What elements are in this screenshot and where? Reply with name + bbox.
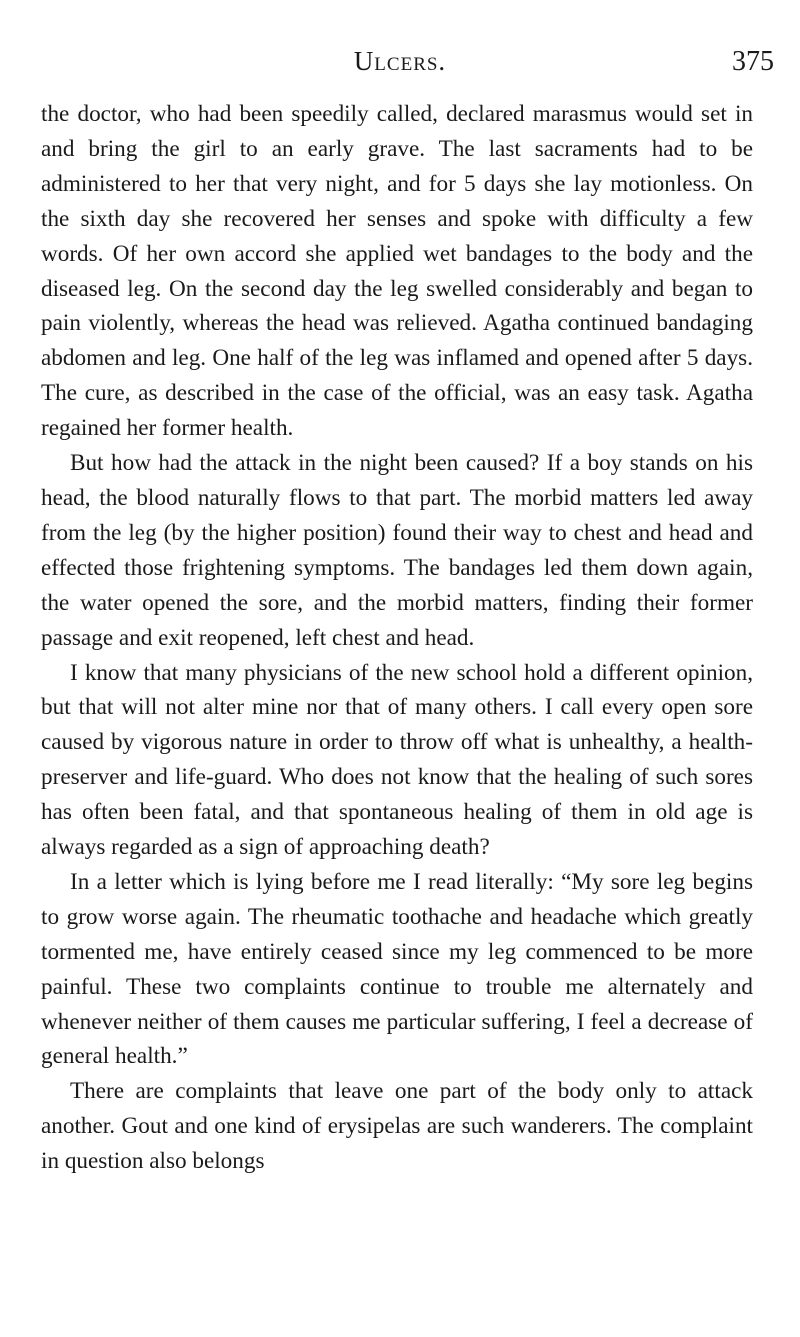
running-title: Ulcers. bbox=[353, 46, 447, 76]
paragraph-physicians-opinion: I know that many physicians of the new school hold a different opinion, but that will not alter mine nor that of many others. I call every open sore caused by vigorous nature in order to throw off what is unhealthy, a health-preserver and life-guard. Who does not know that the healing of such sores has often been fatal, and that spontaneous healing of them in old age is always regarded as a sign of approaching death? bbox=[41, 659, 753, 861]
body-text bbox=[41, 97, 753, 1179]
paragraph-wandering-complaints: There are complaints that leave one part of the body only to attack another. Gout and one kind of erysipelas are such wanderers. The complaint in question also belongs bbox=[41, 1078, 753, 1175]
paragraph-continuation: the doctor, who had been speedily called, declared marasmus would set in and bring the girl to an early grave. The last sacraments had to be administered to her that very night, and for 5 days she lay motionless. On the sixth day she recovered her senses and spoke with difficulty a few words. Of her own accord she applied wet bandages to the body and the diseased leg. On the second day the leg swelled considerably and began to pain violently, whereas the head was relieved. Agatha continued bandaging abdomen and leg. One half of the leg was inflamed and opened after 5 days. The cure, as described in the case of the official, was an easy task. Agatha regained her former health. bbox=[41, 101, 753, 442]
paragraph-letter-quote: In a letter which is lying before me I read literally: “My sore leg begins to grow worse again. The rheumatic toothache and headache which greatly tormented me, have entirely ceased since my leg commenced to be more painful. These two complaints continue to trouble me alternately and whenever neither of them causes me particular suffering, I feel a decrease of general health.” bbox=[41, 868, 753, 1070]
running-head bbox=[24, 46, 776, 82]
page-number: 375 bbox=[732, 46, 774, 77]
paragraph-attack-cause: But how had the attack in the night been caused? If a boy stands on his head, the blood naturally flows to that part. The morbid matters led away from the leg (by the higher position) found their way to chest and head and effected those frightening symptoms. The bandages led them down again, the water opened the sore, and the morbid matters, finding their former passage and exit reopened, left chest and head. bbox=[41, 450, 753, 651]
